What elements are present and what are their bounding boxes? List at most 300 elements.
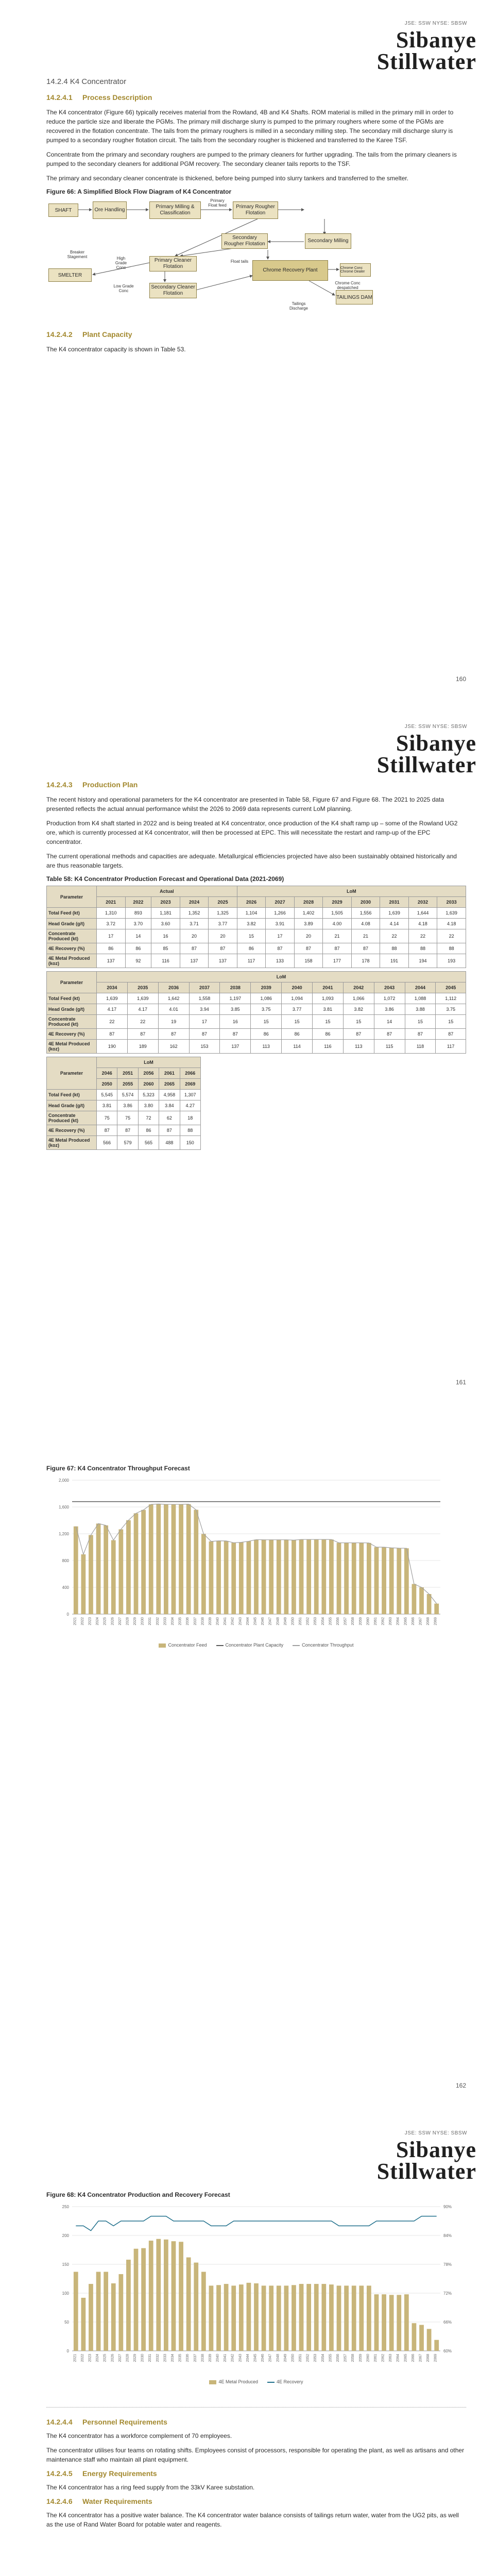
bar (111, 1540, 116, 1614)
table-cell: 3.82 (237, 919, 266, 929)
table-cell: 16 (151, 929, 180, 943)
table-row-label: 4E Metal Produced (koz) (47, 1040, 97, 1054)
bar (231, 2285, 236, 2351)
figure-caption: Figure 67: K4 Concentrator Throughput Forecast (46, 1465, 190, 1472)
bar (149, 2241, 153, 2351)
table-row (47, 1029, 466, 1040)
x-tick-label: 2056 (336, 1617, 340, 1625)
table-cell: 86 (125, 943, 151, 954)
table-year-header: 2028 (294, 897, 323, 908)
table-cell: 87 (159, 1125, 180, 1136)
subsection-heading (46, 2497, 466, 2505)
table-row (47, 919, 466, 929)
x-tick-label: 2043 (238, 2354, 243, 2362)
table-cell: 3.75 (436, 1004, 466, 1015)
table-cell: 566 (97, 1136, 117, 1150)
x-tick-label: 2034 (170, 2354, 175, 2362)
label-primary-float-feed: Primary Float feed (208, 198, 227, 208)
bar (434, 1604, 439, 1614)
table-row (47, 929, 466, 943)
production-table-2 (46, 971, 466, 1054)
bar (216, 2285, 221, 2351)
table-row-label: Head Grade (g/t) (47, 919, 97, 929)
x-tick-label: 2024 (96, 1617, 100, 1625)
table-cell: 15 (282, 1015, 313, 1029)
y-tick-label: 200 (62, 2233, 69, 2238)
bar (404, 2294, 409, 2351)
x-tick-label: 2030 (141, 2354, 145, 2362)
table-row (47, 1100, 201, 1111)
table-header-lom: LoM (237, 886, 466, 897)
logo-tag: JSE: SSW NYSE: SBSW (404, 724, 467, 730)
legend-item: 4E Recovery (267, 2379, 303, 2384)
table-cell: 4.27 (180, 1100, 200, 1111)
tailings-dam-node: TAILINGS DAM (336, 290, 373, 304)
x-tick-label: 2044 (246, 2354, 250, 2362)
subsection-number: 14.2.4.2 (46, 330, 73, 338)
table-year-header: 2035 (127, 982, 158, 993)
x-tick-label: 2045 (253, 2354, 258, 2362)
y-tick-label: 2,000 (58, 1478, 69, 1483)
table-cell: 193 (437, 954, 466, 968)
primary-milling-node: Primary Milling & Classification (149, 201, 201, 219)
bar (292, 2285, 296, 2351)
table-cell: 15 (343, 1015, 374, 1029)
table-row (47, 1125, 201, 1136)
paragraph: The K4 concentrator has a ring feed supply from the 33kV Karee substation. (46, 2484, 255, 2491)
page-163 (0, 2110, 497, 2576)
table-cell: 116 (151, 954, 180, 968)
table-row-label: Total Feed (kt) (47, 1090, 97, 1100)
table-cell: 4.18 (437, 919, 466, 929)
table-row (47, 1015, 466, 1029)
page-number: 160 (455, 675, 466, 683)
x-tick-label: 2042 (231, 2354, 235, 2362)
table-cell: 133 (266, 954, 295, 968)
x-tick-label: 2053 (314, 1617, 318, 1625)
table-cell: 14 (374, 1015, 405, 1029)
table-row (47, 943, 466, 954)
table-cell: 87 (323, 943, 352, 954)
x-tick-label: 2050 (291, 1617, 295, 1625)
bar (141, 1510, 146, 1614)
x-tick-label: 2057 (344, 2354, 348, 2362)
table-cell: 17 (266, 929, 295, 943)
x-tick-label: 2030 (141, 1617, 145, 1625)
subsection-title: Water Requirements (82, 2497, 152, 2505)
bar (254, 2283, 259, 2351)
x-tick-label: 2027 (118, 1617, 122, 1625)
table-cell: 87 (97, 1029, 128, 1040)
legend-item: 4E Metal Produced (209, 2379, 258, 2384)
subsection-number: 14.2.4.4 (46, 2418, 73, 2426)
bar (269, 2285, 273, 2351)
bar (126, 1520, 131, 1614)
bar (321, 2284, 326, 2351)
table-year-header: 2066 (180, 1068, 200, 1079)
subsection-heading (46, 93, 466, 101)
bar (344, 1543, 349, 1614)
paragraph: The K4 concentrator (Figure 66) typically receives material from the Rowland, 4B and K4 Shafts. ROM material is milled in the primary mill in order to reduce the particle size and liberate the PGMs. The primary mill discharge slurry is pumped to the primary roughers where some of the PGMs are recovered in the flotation concentrate. The tails from the primary roughers is milled in a secondary milling step. The secondary mill discharge slurry is pumped to a secondary rougher flotation circuit. The tails from the secondary rougher is thickened and transferred to the Karee TSF. (46, 109, 454, 144)
y2-tick-label: 84% (443, 2233, 452, 2238)
table-year-header: 2050 (97, 1079, 117, 1090)
bar (141, 2248, 146, 2351)
x-tick-label: 2064 (396, 1617, 400, 1625)
table-cell: 1,112 (436, 993, 466, 1004)
table-year-header: 2051 (117, 1068, 138, 1079)
label-high-grade: High Grade Conc (115, 256, 127, 270)
subsection-number: 14.2.4.1 (46, 93, 73, 101)
table-row-label: Concentrate Produced (kt) (47, 1015, 97, 1029)
table-year-header: 2040 (282, 982, 313, 993)
bar (201, 1534, 206, 1614)
x-tick-label: 2049 (283, 1617, 287, 1625)
bar (96, 1523, 101, 1614)
table-cell: 87 (343, 1029, 374, 1040)
subsection-heading (46, 2418, 466, 2426)
table-year-header: 2036 (158, 982, 189, 993)
bar (427, 2329, 432, 2351)
table-cell: 87 (97, 1125, 117, 1136)
x-tick-label: 2036 (186, 1617, 190, 1625)
table-row-label: 4E Metal Produced (koz) (47, 954, 97, 968)
table-row-label: Total Feed (kt) (47, 908, 97, 919)
bar (89, 2284, 93, 2351)
table-year-header: 2033 (437, 897, 466, 908)
table-cell: 3.77 (282, 1004, 313, 1015)
table-header-parameter: Parameter (47, 886, 97, 908)
y-tick-label: 50 (64, 2320, 69, 2325)
logo-line1: Sibanye (396, 2137, 476, 2162)
logo-line1: Sibanye (396, 27, 476, 53)
table-year-header: 2065 (159, 1079, 180, 1090)
x-tick-label: 2062 (381, 2354, 385, 2362)
bar (382, 2294, 386, 2351)
bar (156, 2239, 161, 2351)
bar (247, 2283, 251, 2351)
y-tick-label: 800 (62, 1558, 69, 1563)
paragraph: Concentrate from the primary and secondary roughers are pumped to the primary cleaners for further upgrading. The tails from the primary cleaners is pumped to the secondary cleaners for additional PGM recovery. The secondary cleaner tails reports to the TSF. (46, 151, 457, 167)
paragraph: Production from K4 shaft started in 2022 and is being treated at K4 concentrator, once production of the K4 shaft ramp up – some of the Rowland UG2 ore, which is currently processed at K4 concentrator, will then be processed at EPC. This will necessitate the restart and ramp-up of the EPC concentrator. (46, 820, 458, 845)
table-cell: 1,104 (237, 908, 266, 919)
table-row-label: 4E Metal Produced (koz) (47, 1136, 97, 1150)
bar (194, 1510, 198, 1614)
table-cell: 162 (158, 1040, 189, 1054)
x-tick-label: 2031 (148, 2354, 152, 2362)
x-tick-label: 2067 (419, 1617, 423, 1625)
y-tick-label: 250 (62, 2205, 69, 2209)
x-tick-label: 2050 (291, 2354, 295, 2362)
bar (314, 1539, 319, 1614)
table-year-header: 2037 (189, 982, 220, 993)
table-year-header: 2042 (343, 982, 374, 993)
bar (419, 1587, 424, 1614)
bar (74, 1527, 78, 1614)
table-year-header: 2055 (117, 1079, 138, 1090)
x-tick-label: 2041 (224, 1617, 228, 1625)
bar (209, 2285, 214, 2351)
x-tick-label: 2065 (404, 2354, 408, 2362)
bar (337, 2285, 341, 2351)
table-cell: 20 (209, 929, 237, 943)
table-cell: 86 (313, 1029, 344, 1040)
table-row-label: Head Grade (g/t) (47, 1100, 97, 1111)
bar (224, 2284, 229, 2351)
production-table-1 (46, 886, 466, 968)
x-tick-label: 2021 (73, 2354, 77, 2362)
table-cell: 88 (180, 1125, 200, 1136)
table-cell: 1,642 (158, 993, 189, 1004)
table-cell: 86 (138, 1125, 159, 1136)
paragraph: The primary and secondary cleaner concentrate is thickened, before being pumped into slurry tankers and transferred to the smelter. (46, 175, 409, 182)
throughput-chart (46, 1475, 466, 1648)
x-tick-label: 2047 (268, 2354, 272, 2362)
x-tick-label: 2021 (73, 1617, 77, 1625)
table-cell: 87 (294, 943, 323, 954)
table-cell: 87 (351, 943, 380, 954)
table-cell: 1,505 (323, 908, 352, 919)
bar (374, 1547, 379, 1614)
bar (209, 1541, 214, 1614)
table-cell: 116 (313, 1040, 344, 1054)
table-cell: 87 (405, 1029, 436, 1040)
table-cell: 3.86 (117, 1100, 138, 1111)
table-cell: 17 (189, 1015, 220, 1029)
x-tick-label: 2055 (329, 1617, 333, 1625)
table-cell: 1,307 (180, 1090, 200, 1100)
y-tick-label: 150 (62, 2262, 69, 2267)
figure-caption: Figure 66: A Simplified Block Flow Diagram of K4 Concentrator (46, 188, 232, 195)
table-year-header: 2031 (380, 897, 409, 908)
table-year-header: 2026 (237, 897, 266, 908)
table-cell: 3.89 (294, 919, 323, 929)
table-row (47, 908, 466, 919)
table-year-header: 2043 (374, 982, 405, 993)
company-logo (342, 2130, 476, 2182)
x-tick-label: 2042 (231, 1617, 235, 1625)
x-tick-label: 2067 (419, 2354, 423, 2362)
paragraph: The K4 concentrator capacity is shown in Table 53. (46, 346, 186, 353)
table-year-header: 2061 (159, 1068, 180, 1079)
table-cell: 86 (97, 943, 126, 954)
primary-cleaner-node: Primary Cleaner Flotation (149, 256, 197, 272)
table-cell: 62 (159, 1111, 180, 1125)
bar (118, 2274, 123, 2351)
x-tick-label: 2046 (261, 1617, 265, 1625)
bar (352, 1543, 356, 1614)
table-cell: 1,088 (405, 993, 436, 1004)
bar (164, 1504, 168, 1614)
x-tick-label: 2052 (306, 2354, 310, 2362)
table-cell: 5,323 (138, 1090, 159, 1100)
x-tick-label: 2043 (238, 1617, 243, 1625)
table-cell: 115 (374, 1040, 405, 1054)
x-tick-label: 2069 (434, 2354, 438, 2362)
table-row-label: 4E Recovery (%) (47, 1029, 97, 1040)
y2-tick-label: 72% (443, 2291, 452, 2296)
table-cell: 117 (436, 1040, 466, 1054)
logo-line1: Sibanye (396, 731, 476, 756)
table-cell: 1,325 (209, 908, 237, 919)
table-cell: 178 (351, 954, 380, 968)
table-cell: 87 (220, 1029, 251, 1040)
bar (284, 2285, 288, 2351)
bar (179, 2242, 183, 2351)
y2-tick-label: 90% (443, 2205, 452, 2209)
x-tick-label: 2041 (224, 2354, 228, 2362)
paragraph: The K4 concentrator has a workforce complement of 70 employees. (46, 2432, 232, 2439)
table-cell: 15 (237, 929, 266, 943)
x-tick-label: 2044 (246, 1617, 250, 1625)
table-cell: 15 (436, 1015, 466, 1029)
x-tick-label: 2028 (126, 1617, 130, 1625)
table-row (47, 954, 466, 968)
secondary-milling-node: Secondary Milling (305, 233, 351, 249)
subsection-heading (46, 2469, 466, 2478)
bar (397, 2295, 401, 2351)
x-tick-label: 2057 (344, 1617, 348, 1625)
bar (118, 1529, 123, 1614)
x-tick-label: 2032 (156, 2354, 160, 2362)
table-row (47, 993, 466, 1004)
table-year-header: 2060 (138, 1079, 159, 1090)
y2-tick-label: 78% (443, 2262, 452, 2267)
x-tick-label: 2060 (366, 1617, 370, 1625)
chart-legend (46, 2379, 466, 2384)
shaft-node: SHAFT (48, 204, 78, 217)
bar (74, 2272, 78, 2351)
table-cell: 14 (125, 929, 151, 943)
table-cell: 113 (343, 1040, 374, 1054)
table-row (47, 1136, 201, 1150)
bar (239, 1543, 244, 1614)
table-year-header: 2024 (180, 897, 209, 908)
x-tick-label: 2039 (208, 2354, 212, 2362)
table-cell: 1,644 (408, 908, 437, 919)
bar (284, 1540, 288, 1614)
table-cell: 194 (408, 954, 437, 968)
table-year-header: 2034 (97, 982, 128, 993)
table-header-parameter: Parameter (47, 972, 97, 993)
x-tick-label: 2026 (111, 1617, 115, 1625)
table-cell: 22 (437, 929, 466, 943)
table-cell: 565 (138, 1136, 159, 1150)
table-row-label: Concentrate Produced (kt) (47, 929, 97, 943)
table-cell: 86 (282, 1029, 313, 1040)
y-tick-label: 0 (66, 2349, 69, 2353)
table-row-label: Total Feed (kt) (47, 993, 97, 1004)
table-year-header: 2056 (138, 1068, 159, 1079)
subsection-heading (46, 781, 466, 789)
table-year-header: 2038 (220, 982, 251, 993)
table-cell: 1,066 (343, 993, 374, 1004)
x-tick-label: 2068 (426, 1617, 431, 1625)
table-cell: 22 (97, 1015, 128, 1029)
x-tick-label: 2035 (178, 1617, 182, 1625)
bar (314, 2284, 319, 2351)
page-number: 162 (455, 2082, 466, 2089)
table-row (47, 1111, 201, 1125)
paragraph: The K4 concentrator has a positive water balance. The K4 concentrator water balance consists of tailings return water, water from the UG2 pits, as well as the use of Rand Water Board for potable water and reagents. (46, 2512, 459, 2528)
table-cell: 4.08 (351, 919, 380, 929)
table-cell: 87 (180, 943, 209, 954)
bar (412, 1584, 417, 1615)
company-logo (342, 724, 476, 775)
x-tick-label: 2047 (268, 1617, 272, 1625)
x-tick-label: 2046 (261, 2354, 265, 2362)
throughput-chart-svg (46, 1475, 466, 1640)
bar (89, 1535, 93, 1614)
logo-tag: JSE: SSW NYSE: SBSW (404, 21, 467, 26)
table-cell: 75 (97, 1111, 117, 1125)
table-row-label: 4E Recovery (%) (47, 943, 97, 954)
x-tick-label: 2025 (103, 1617, 107, 1625)
bar (367, 1543, 371, 1614)
x-tick-label: 2029 (133, 1617, 138, 1625)
bar (389, 2295, 394, 2351)
x-tick-label: 2069 (434, 1617, 438, 1625)
table-cell: 137 (97, 954, 126, 968)
logo-line2: Stillwater (376, 49, 476, 74)
paragraph: The concentrator utilises four teams on rotating shifts. Employees consist of processors, responsible for operating the plant, as well as artisans and other maintenance staff who maintain all plant equipment. (46, 2447, 465, 2463)
bar (262, 2285, 266, 2351)
table-header-lom: LoM (97, 972, 466, 982)
table-cell: 1,181 (151, 908, 180, 919)
table-cell: 1,310 (97, 908, 126, 919)
label-low-grade: Low Grade Conc (113, 284, 134, 293)
table-row-label: 4E Recovery (%) (47, 1125, 97, 1136)
table-row-label: Head Grade (g/t) (47, 1004, 97, 1015)
bar (359, 2285, 364, 2351)
x-tick-label: 2037 (193, 2354, 197, 2362)
table-year-header: 2023 (151, 897, 180, 908)
x-tick-label: 2022 (80, 2354, 84, 2362)
table-row (47, 1004, 466, 1015)
bar (374, 2294, 379, 2351)
table-cell: 88 (437, 943, 466, 954)
table-row (47, 1090, 201, 1100)
table-year-header: 2032 (408, 897, 437, 908)
table-cell: 3.60 (151, 919, 180, 929)
table-cell: 488 (159, 1136, 180, 1150)
table-caption: Table 58: K4 Concentrator Production Forecast and Operational Data (2021-2069) (46, 875, 284, 883)
subsection-number: 14.2.4.6 (46, 2497, 73, 2505)
table-cell: 191 (380, 954, 409, 968)
bar (329, 1539, 334, 1614)
bar (292, 1540, 296, 1614)
table-cell: 177 (323, 954, 352, 968)
x-tick-label: 2055 (329, 2354, 333, 2362)
x-tick-label: 2026 (111, 2354, 115, 2362)
table-cell: 3.70 (125, 919, 151, 929)
table-year-header: 2025 (209, 897, 237, 908)
table-cell: 16 (220, 1015, 251, 1029)
table-cell: 21 (351, 929, 380, 943)
table-cell: 1,639 (380, 908, 409, 919)
subsection-title: Personnel Requirements (82, 2418, 167, 2426)
x-tick-label: 2029 (133, 2354, 138, 2362)
x-tick-label: 2063 (389, 2354, 393, 2362)
bar (111, 2283, 116, 2351)
bar (224, 1541, 229, 1614)
bar (164, 2240, 168, 2351)
table-cell: 15 (313, 1015, 344, 1029)
bar (156, 1504, 161, 1614)
bar (134, 1513, 139, 1614)
table-year-header: 2029 (323, 897, 352, 908)
table-row-label: Concentrate Produced (kt) (47, 1111, 97, 1125)
x-tick-label: 2058 (351, 2354, 355, 2362)
